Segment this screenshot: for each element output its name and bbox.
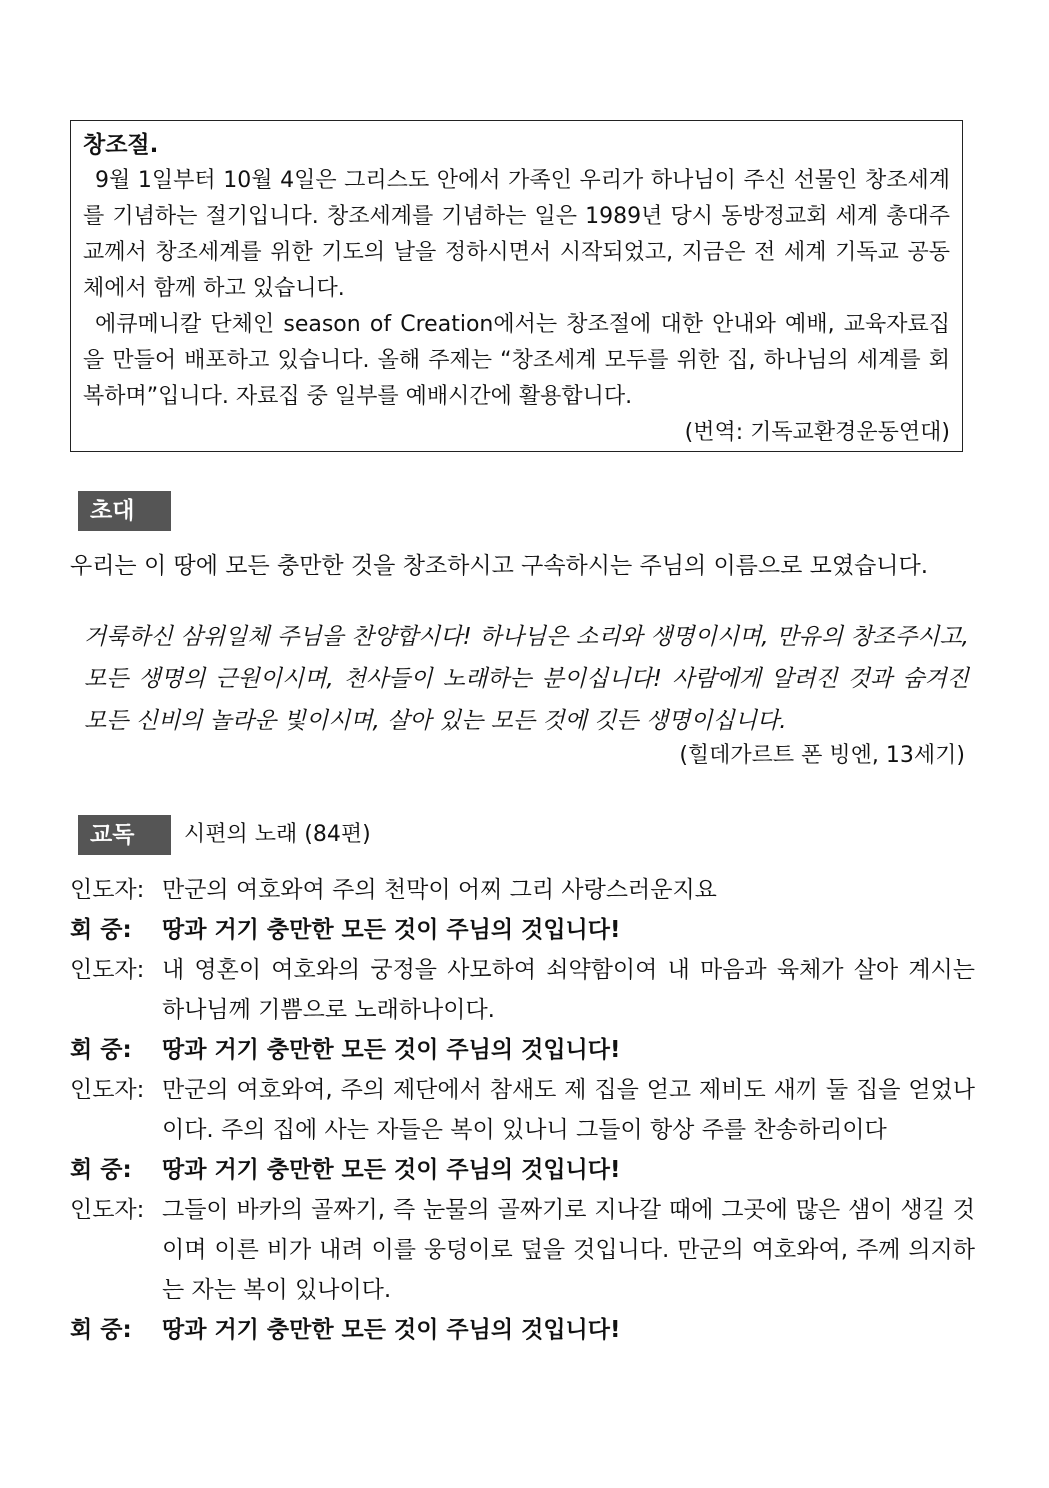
congregation-role: 회 중: — [70, 1157, 132, 1183]
leader-line — [70, 1070, 975, 1150]
congregation-role: 회 중: — [70, 1317, 132, 1343]
leader-line — [70, 1190, 975, 1310]
congregation-line — [70, 1030, 975, 1070]
hildegard-quote: 거룩하신 삼위일체 주님을 찬양합시다! 하나님은 소리와 생명이시며, 만유의 창조주시고, 모든 생명의 근원이시며, 천사들이 노래하는 분이십니다! 사람에게 알려진 것과 숨겨진 모든 신비의 놀라운 빛이시며, 살아 있는 모든 것에 깃든 생명이십니다. — [84, 624, 969, 734]
congregation-text: 땅과 거기 충만한 모든 것이 주님의 것입니다! — [162, 1157, 621, 1183]
congregation-role: 회 중: — [70, 1037, 132, 1063]
responsive-reading-label: 교독 — [78, 815, 171, 855]
leader-text: 그들이 바카의 골짜기, 즉 눈물의 골짜기로 지나갈 때에 그곳에 많은 샘이 생길 것이며 이른 비가 내려 이를 웅덩이로 덮을 것입니다. 만군의 여호와여, 주께 의지하는 자는 복이 있나이다. — [162, 1197, 975, 1303]
congregation-line — [70, 1310, 975, 1350]
notice-paragraph-1: 9월 1일부터 10월 4일은 그리스도 안에서 가족인 우리가 하나님이 주신 선물인 창조세계를 기념하는 절기입니다. 창조세계를 기념하는 일은 1989년 당시 동방정교회 세계 총대주교께서 창조세계를 위한 기도의 날을 정하시면서 시작되었고, 지금은 전 세계 기독교 공동체에서 함께 하고 있습니다. — [83, 168, 950, 301]
leader-line — [70, 950, 975, 1030]
notice-credit: (번역: 기독교환경운동연대) — [684, 420, 950, 445]
leader-text: 만군의 여호와여, 주의 제단에서 참새도 제 집을 얻고 제비도 새끼 둘 집을 얻었나이다. 주의 집에 사는 자들은 복이 있나니 그들이 항상 주를 찬송하리이다 — [162, 1077, 975, 1143]
quote-credit: (힐데가르트 폰 빙엔, 13세기) — [679, 743, 965, 768]
notice-paragraph-2: 에큐메니칼 단체인 season of Creation에서는 창조절에 대한 안내와 예배, 교육자료집을 만들어 배포하고 있습니다. 올해 주제는 “창조세계 모두를 위한 집, 하나님의 세계를 회복하며”입니다. 자료집 중 일부를 예배시간에 활용합니다. — [83, 312, 950, 409]
leader-role: 인도자: — [70, 1077, 145, 1103]
leader-text: 내 영혼이 여호와의 궁정을 사모하여 쇠약함이여 내 마음과 육체가 살아 계시는 하나님께 기쁨으로 노래하나이다. — [162, 957, 975, 1023]
congregation-line — [70, 1150, 975, 1190]
leader-role: 인도자: — [70, 1197, 145, 1223]
responsive-reading — [70, 870, 975, 1350]
leader-line — [70, 870, 975, 910]
leader-text: 만군의 여호와여 주의 천막이 어찌 그리 사랑스러운지요 — [162, 877, 717, 903]
leader-role: 인도자: — [70, 957, 145, 983]
congregation-text: 땅과 거기 충만한 모든 것이 주님의 것입니다! — [162, 917, 621, 943]
invite-text: 우리는 이 땅에 모든 충만한 것을 창조하시고 구속하시는 주님의 이름으로 모였습니다. — [70, 553, 929, 579]
season-of-creation-notice — [70, 120, 963, 452]
congregation-line — [70, 910, 975, 950]
congregation-role: 회 중: — [70, 917, 132, 943]
congregation-text: 땅과 거기 충만한 모든 것이 주님의 것입니다! — [162, 1317, 621, 1343]
congregation-text: 땅과 거기 충만한 모든 것이 주님의 것입니다! — [162, 1037, 621, 1063]
invite-section-label: 초대 — [78, 491, 171, 531]
responsive-reading-subtitle: 시편의 노래 (84편) — [184, 822, 371, 847]
leader-role: 인도자: — [70, 877, 145, 903]
notice-title: 창조절. — [83, 132, 159, 158]
